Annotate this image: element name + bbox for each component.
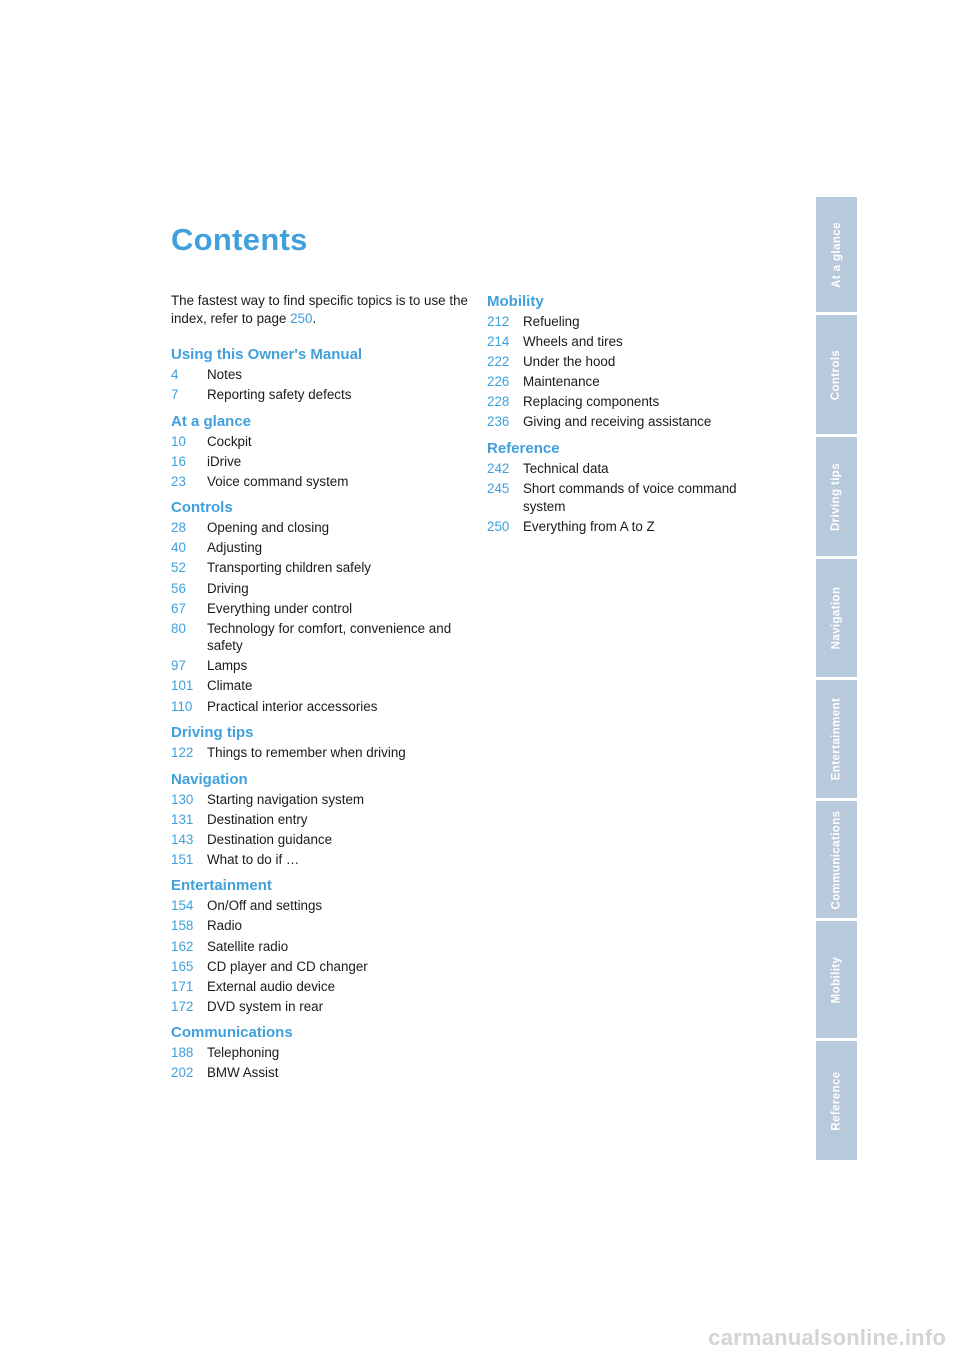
entry-label: Telephoning (207, 1045, 280, 1061)
side-tab-label: At a glance (830, 221, 843, 288)
page-number[interactable]: 228 (487, 394, 510, 410)
entry-label: Refueling (523, 314, 580, 329)
page-number[interactable]: 165 (171, 958, 194, 974)
page-number[interactable]: 16 (171, 453, 186, 469)
entry-label: Cockpit (207, 433, 252, 449)
entry-label: Technical data (523, 460, 609, 476)
entry-label: Destination guidance (207, 831, 333, 847)
watermark-text: carmanualsonline.info (708, 1325, 946, 1350)
toc-entry[interactable] (171, 1044, 471, 1062)
page-number[interactable]: 40 (171, 540, 186, 556)
side-tab-label: Reference (830, 1070, 843, 1131)
page-number[interactable]: 80 (171, 620, 186, 636)
page-number[interactable]: 28 (171, 520, 186, 536)
page-number[interactable]: 245 (487, 481, 510, 497)
entry-label: What to do if … (207, 851, 300, 867)
entry-label: Destination entry (207, 811, 308, 827)
toc-entry[interactable] (487, 413, 787, 431)
entry-label: Satellite radio (207, 938, 289, 954)
entry-label: Things to remember when driving (207, 745, 406, 761)
entry-label: Wheels and tires (523, 334, 623, 350)
toc-entry[interactable] (171, 1064, 471, 1082)
toc-entry[interactable] (171, 677, 471, 695)
toc-entry[interactable] (171, 897, 471, 915)
page-number[interactable]: 97 (171, 658, 186, 674)
entry-label: BMW Assist (207, 1065, 279, 1081)
toc-column-right (487, 292, 787, 543)
toc-entry[interactable] (171, 539, 471, 557)
toc-entry[interactable] (171, 386, 471, 404)
toc-entry[interactable] (487, 373, 787, 391)
toc-entry[interactable] (171, 917, 471, 935)
page-number[interactable]: 56 (171, 580, 186, 596)
entry-label: Lamps (207, 658, 248, 674)
side-tab-mobility[interactable] (816, 921, 857, 1038)
entry-label: Short commands of voice command system (523, 481, 737, 514)
page-number[interactable]: 101 (171, 678, 194, 694)
section-title[interactable]: Communications (171, 1024, 293, 1042)
entry-label: Everything under control (207, 600, 353, 616)
page-number[interactable]: 162 (171, 938, 194, 954)
side-tab-communications[interactable] (816, 801, 857, 918)
side-tab-navigation[interactable] (816, 559, 857, 677)
entry-label: DVD system in rear (207, 998, 324, 1014)
section-title[interactable]: Reference (487, 439, 560, 457)
section-entertainment (171, 876, 471, 1015)
entry-label: External audio device (207, 978, 336, 994)
toc-entry[interactable] (487, 353, 787, 371)
toc-entry[interactable] (171, 958, 471, 976)
intro-sentence: The fastest way to find specific topics is to use the index, refer to page (171, 293, 468, 326)
toc-entry[interactable] (171, 433, 471, 451)
entry-label: iDrive (207, 453, 242, 469)
page-number[interactable]: 202 (171, 1065, 194, 1081)
section-title[interactable]: Navigation (171, 770, 248, 788)
side-tab-controls[interactable] (816, 315, 857, 434)
page-number[interactable]: 67 (171, 600, 186, 616)
section-navigation (171, 770, 471, 869)
entry-label: Driving (207, 580, 249, 596)
entry-label: Everything from A to Z (523, 518, 655, 534)
page-number[interactable]: 188 (171, 1045, 194, 1061)
section-controls (171, 498, 471, 715)
entry-label: Replacing components (523, 394, 660, 410)
page-number[interactable]: 110 (171, 698, 193, 714)
entry-label: Adjusting (207, 540, 263, 556)
page-number[interactable]: 242 (487, 460, 510, 476)
toc-entry[interactable] (171, 620, 471, 655)
page-number[interactable]: 4 (171, 367, 179, 382)
entry-label: Transporting children safely (207, 560, 371, 576)
section-reference (487, 439, 787, 535)
section-title[interactable]: Using this Owner's Manual (171, 346, 363, 363)
side-tab-driving-tips[interactable] (816, 437, 857, 556)
section-title[interactable]: Driving tips (171, 724, 254, 742)
toc-entry[interactable] (171, 791, 471, 809)
entry-label: Starting navigation system (207, 791, 365, 807)
intro-suffix: . (312, 311, 317, 326)
side-tab-label: Communications (830, 810, 843, 909)
toc-entry[interactable] (171, 366, 471, 384)
side-tab-label: Navigation (830, 586, 843, 650)
toc-entry[interactable] (171, 978, 471, 996)
section-using-manual (171, 345, 471, 404)
page-number[interactable]: 130 (171, 791, 194, 807)
page-number[interactable]: 171 (171, 978, 194, 994)
toc-entry[interactable] (171, 744, 471, 762)
entry-label: Reporting safety defects (207, 387, 352, 403)
toc-entry[interactable] (171, 811, 471, 829)
toc-entry[interactable] (171, 698, 471, 716)
intro-text (171, 292, 471, 328)
page-number[interactable]: 122 (171, 745, 194, 761)
page-number[interactable]: 154 (171, 898, 194, 914)
toc-column-left (171, 345, 471, 1090)
toc-entry[interactable] (171, 657, 471, 675)
entry-label: Giving and receiving assistance (523, 414, 712, 430)
side-tab-label: Driving tips (830, 462, 843, 531)
toc-entry[interactable] (487, 333, 787, 351)
side-tab-entertainment[interactable] (816, 680, 857, 798)
page-number[interactable]: 212 (487, 314, 510, 329)
page-number[interactable]: 250 (487, 518, 510, 534)
section-title[interactable]: Controls (171, 499, 233, 517)
section-title[interactable]: Mobility (487, 293, 544, 310)
toc-entry[interactable] (171, 453, 471, 471)
page-number[interactable]: 172 (171, 998, 194, 1014)
entry-label: Practical interior accessories (207, 698, 378, 714)
section-title[interactable]: At a glance (171, 412, 252, 430)
side-tab-reference[interactable] (816, 1041, 857, 1160)
entry-label: Voice command system (207, 473, 349, 489)
toc-entry[interactable] (171, 851, 471, 869)
page-number[interactable]: 151 (171, 851, 194, 867)
entry-label: Radio (207, 918, 242, 934)
entry-label: Climate (207, 678, 253, 694)
toc-entry[interactable] (171, 580, 471, 598)
page-number[interactable]: 214 (487, 334, 510, 350)
toc-entry[interactable] (487, 393, 787, 411)
page-number[interactable]: 52 (171, 560, 186, 576)
toc-entry[interactable] (171, 473, 471, 491)
side-tab-label: Entertainment (830, 697, 843, 781)
page-number[interactable]: 222 (487, 354, 510, 370)
side-tab-at-a-glance[interactable] (816, 197, 857, 312)
page-number[interactable]: 158 (171, 918, 194, 934)
page-title: Contents (171, 222, 308, 257)
page-number[interactable]: 7 (171, 387, 179, 403)
side-tab-label: Controls (830, 349, 843, 400)
page-number[interactable]: 131 (171, 811, 194, 827)
page-number[interactable]: 23 (171, 473, 186, 489)
toc-entry[interactable] (171, 559, 471, 577)
index-page-link[interactable]: 250 (290, 311, 313, 326)
page-number[interactable]: 10 (171, 433, 186, 449)
entry-label: Maintenance (523, 374, 600, 390)
page-number[interactable]: 143 (171, 831, 194, 847)
entry-label: On/Off and settings (207, 898, 323, 914)
toc-entry[interactable] (487, 313, 787, 331)
toc-entry[interactable] (171, 600, 471, 618)
section-communications (171, 1023, 471, 1082)
page-number[interactable]: 226 (487, 374, 510, 390)
toc-entry[interactable] (171, 831, 471, 849)
toc-entry[interactable] (171, 938, 471, 956)
section-driving-tips (171, 723, 471, 762)
section-at-a-glance (171, 412, 471, 491)
toc-entry[interactable] (171, 998, 471, 1016)
entry-label: Opening and closing (207, 520, 330, 536)
side-tab-label: Mobility (830, 956, 843, 1003)
toc-entry[interactable] (171, 519, 471, 537)
toc-entry[interactable] (487, 460, 787, 478)
toc-entry[interactable] (487, 480, 787, 515)
entry-label: Technology for comfort, convenience and safety (207, 620, 452, 654)
entry-label: Under the hood (523, 354, 616, 370)
page-number[interactable]: 236 (487, 414, 510, 430)
entry-label: CD player and CD changer (207, 958, 368, 974)
section-title[interactable]: Entertainment (171, 877, 272, 895)
section-mobility (487, 292, 787, 431)
entry-label: Notes (207, 367, 242, 382)
toc-entry[interactable] (487, 518, 787, 536)
